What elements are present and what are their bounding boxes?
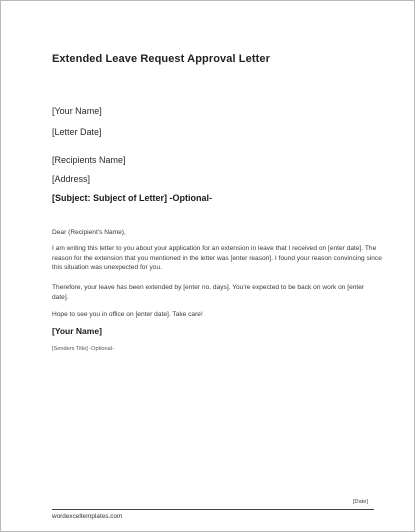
- body-paragraph-1: I am writing this letter to you about your application for an extension in leave that I received on [enter date]. The reason for the extension that you mentioned in the letter was [enter reason]. I found your reason convincing since this situation was unexpected for you.: [52, 245, 382, 272]
- recipient-name: [Recipients Name]: [52, 155, 126, 165]
- letter-date: [Letter Date]: [52, 127, 102, 137]
- footer-date: [Date]: [353, 499, 368, 505]
- body-paragraph-2: Therefore, your leave has been extended by [enter no. days]. You're expected to be back on work on [enter date].: [52, 284, 365, 301]
- sender-title: [Senders Title] -Optional-: [52, 346, 114, 352]
- sender-name: [Your Name]: [52, 106, 102, 116]
- body-paragraph-3: Hope to see you in office on [enter date]. Take care!: [52, 311, 203, 318]
- signature-name: [Your Name]: [52, 326, 102, 336]
- salutation: Dear (Recipient's Name),: [52, 229, 126, 236]
- letter-subject: [Subject: Subject of Letter] -Optional-: [52, 193, 212, 203]
- footer-website: wordexceltemplates.com: [52, 513, 123, 520]
- document-title: Extended Leave Request Approval Letter: [52, 53, 270, 65]
- footer-divider: [52, 509, 374, 510]
- recipient-address: [Address]: [52, 174, 91, 184]
